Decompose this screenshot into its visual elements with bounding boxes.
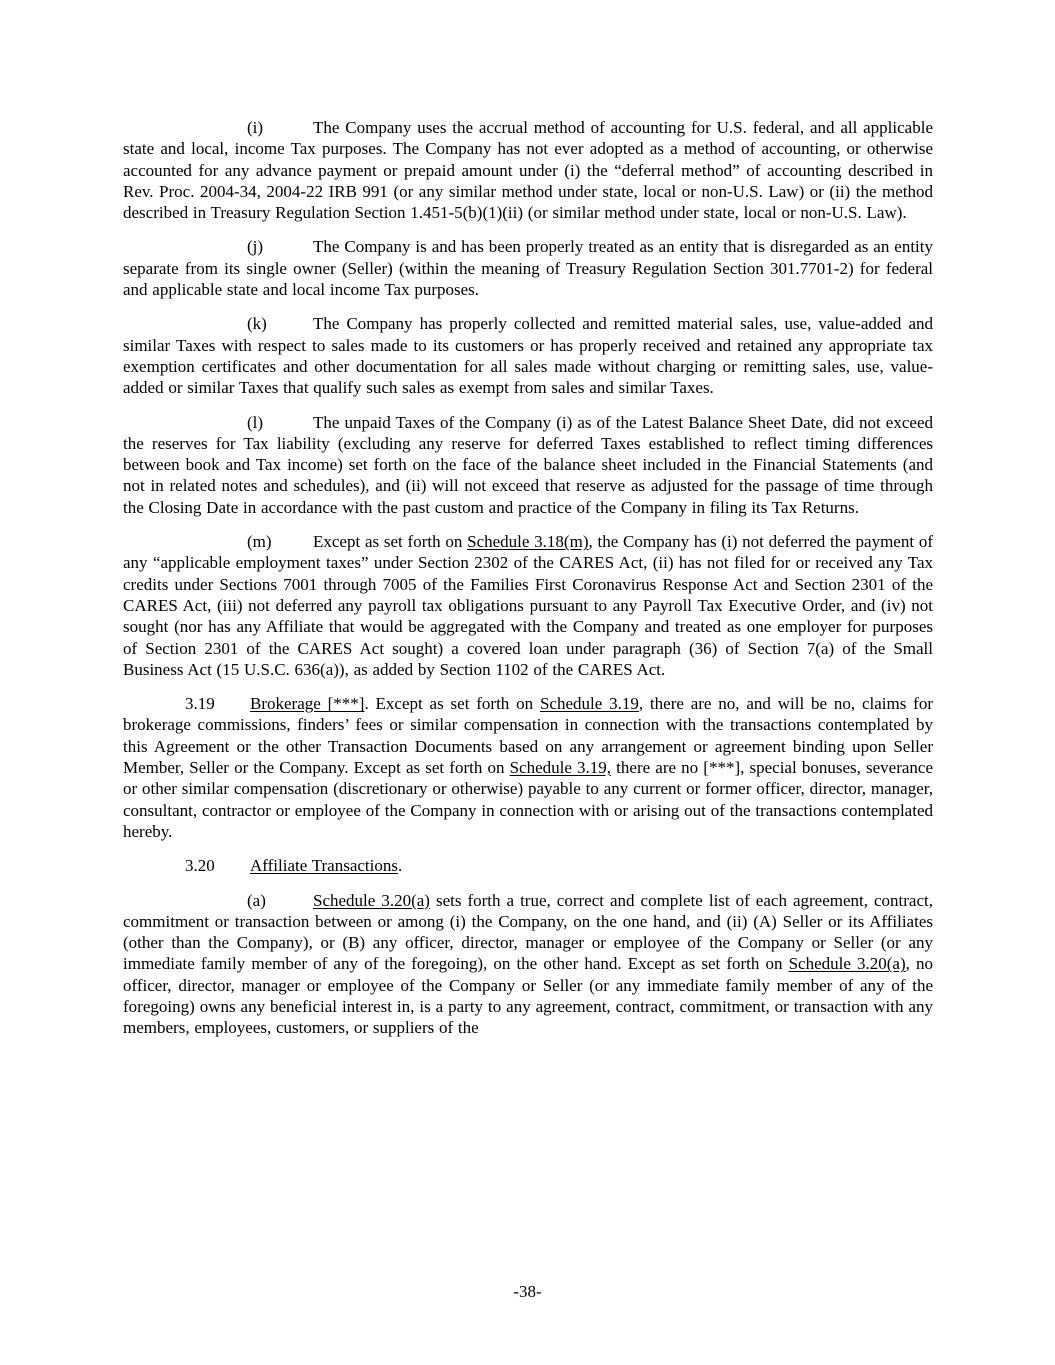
text-segment: , there are no, and will be no, claims for brokerage commissions, finders’ fees or similar compensation in connection with the transactions contemplated by this Agreement or the other Transaction Documents based on any arrangement or agreement binding upon Seller Member, Seller or the Company. Except as set forth on: [123, 694, 938, 778]
document-body: [123, 117, 938, 1039]
schedule-reference: Schedule 3.19: [539, 694, 639, 714]
paragraph-j: [123, 236, 938, 300]
paragraph-label: (k): [247, 314, 267, 334]
paragraph-label: (j): [247, 237, 264, 257]
schedule-reference: Schedule 3.19,: [509, 758, 612, 778]
text-segment: . Except as set forth on: [364, 694, 540, 714]
paragraph-label: (l): [247, 412, 264, 432]
paragraph-label: (m): [247, 532, 272, 552]
schedule-reference: Schedule 3.20(a): [788, 954, 906, 974]
page-number: -38-: [513, 1282, 542, 1301]
section-heading: Affiliate Transactions: [250, 856, 398, 876]
paragraph-label: 3.19: [185, 694, 215, 714]
paragraph-label: 3.20: [185, 856, 215, 876]
section-3.19: [123, 693, 938, 842]
schedule-reference: Schedule 3.18(m): [467, 532, 589, 552]
text-segment: , the Company has (i) not deferred the payment of any “applicable employment taxes” under Section 2302 of the CARES Act, (ii) has not filed for or received any Tax credits under Sections 7001 through 7005 of the Families First Coronavirus Response Act and Section 2301 of the CARES Act, (iii) not deferred any payroll tax obligations pursuant to any Payroll Tax Executive Order, and (iv) not sought (nor has any Affiliate that would be aggregated with the Company and treated as one employer for purposes of Section 2301 of the CARES Act sought) a covered loan under paragraph (36) of Section 7(a) of the Small Business Act (15 U.S.C. 636(a)), as added by Section 1102 of the CARES Act.: [123, 532, 938, 679]
paragraph-i: [123, 117, 938, 223]
schedule-reference: Schedule 3.20(a): [313, 890, 430, 910]
paragraph-label: (a): [247, 890, 266, 910]
paragraph-label: (i): [247, 118, 264, 137]
paragraph-a: [123, 890, 938, 1039]
text-segment: The Company has properly collected and remitted material sales, use, value-added and similar Taxes with respect to sales made to its customers or has properly received and retained any appropriate tax exemption certificates and other documentation for all sales made without charging or remitting sales, use, value-added or similar Taxes that qualify such sales as exempt from sales and similar Taxes.: [123, 314, 938, 398]
text-segment: Except as set forth on: [313, 532, 468, 552]
text-segment: .: [397, 856, 403, 876]
section-3.20: [123, 855, 933, 876]
paragraph-k: [123, 313, 938, 398]
text-segment: sets forth a true, correct and complete list of each agreement, contract, commitment or transaction between or among (i) the Company, on the one hand, and (ii) (A) Seller or its Affiliates (other than the Company), or (B) any officer, director, manager or employee of the Company or Seller (or any immediate family member of any of the foregoing), on the other hand. Except as set forth on: [123, 890, 938, 974]
text-segment: there are no [***], special bonuses, severance or other similar compensation (discretionary or otherwise) payable to any current or former officer, director, manager, consultant, contractor or employee of the Company in connection with or arising out of the transactions contemplated hereby.: [123, 758, 938, 841]
text-segment: , no officer, director, manager or employee of the Company or Seller (or any immediate family member of any of the foregoing) owns any beneficial interest in, is a party to any agreement, contract, commitment, or transaction with any members, employees, customers, or suppliers of the: [123, 954, 938, 1038]
paragraph-l: [123, 412, 938, 518]
text-segment: The Company is and has been properly treated as an entity that is disregarded as an entity separate from its single owner (Seller) (within the meaning of Treasury Regulation Section 301.7701-2) for federal and applicable state and local income Tax purposes.: [123, 237, 938, 300]
paragraph-m: [123, 531, 938, 680]
text-segment: The Company uses the accrual method of accounting for U.S. federal, and all applicable state and local, income Tax purposes. The Company has not ever adopted as a method of accounting, or otherwise accounted for any advance payment or prepaid amount under (i) the “deferral method” of accounting described in Rev. Proc. 2004-34, 2004-22 IRB 991 (or any similar method under state, local or non-U.S. Law) or (ii) the method described in Treasury Regulation Section 1.451-5(b)(1)(ii) (or similar method under state, local or non-U.S. Law).: [123, 118, 938, 223]
section-heading: Brokerage [***]: [250, 694, 365, 714]
text-segment: The unpaid Taxes of the Company (i) as of the Latest Balance Sheet Date, did not exceed the reserves for Tax liability (excluding any reserve for deferred Taxes established to reflect timing differences between book and Tax income) set forth on the face of the balance sheet included in the Financial Statements (and not in related notes and schedules), and (ii) will not exceed that reserve as adjusted for the passage of time through the Closing Date in accordance with the past custom and practice of the Company in filing its Tax Returns.: [123, 412, 938, 517]
